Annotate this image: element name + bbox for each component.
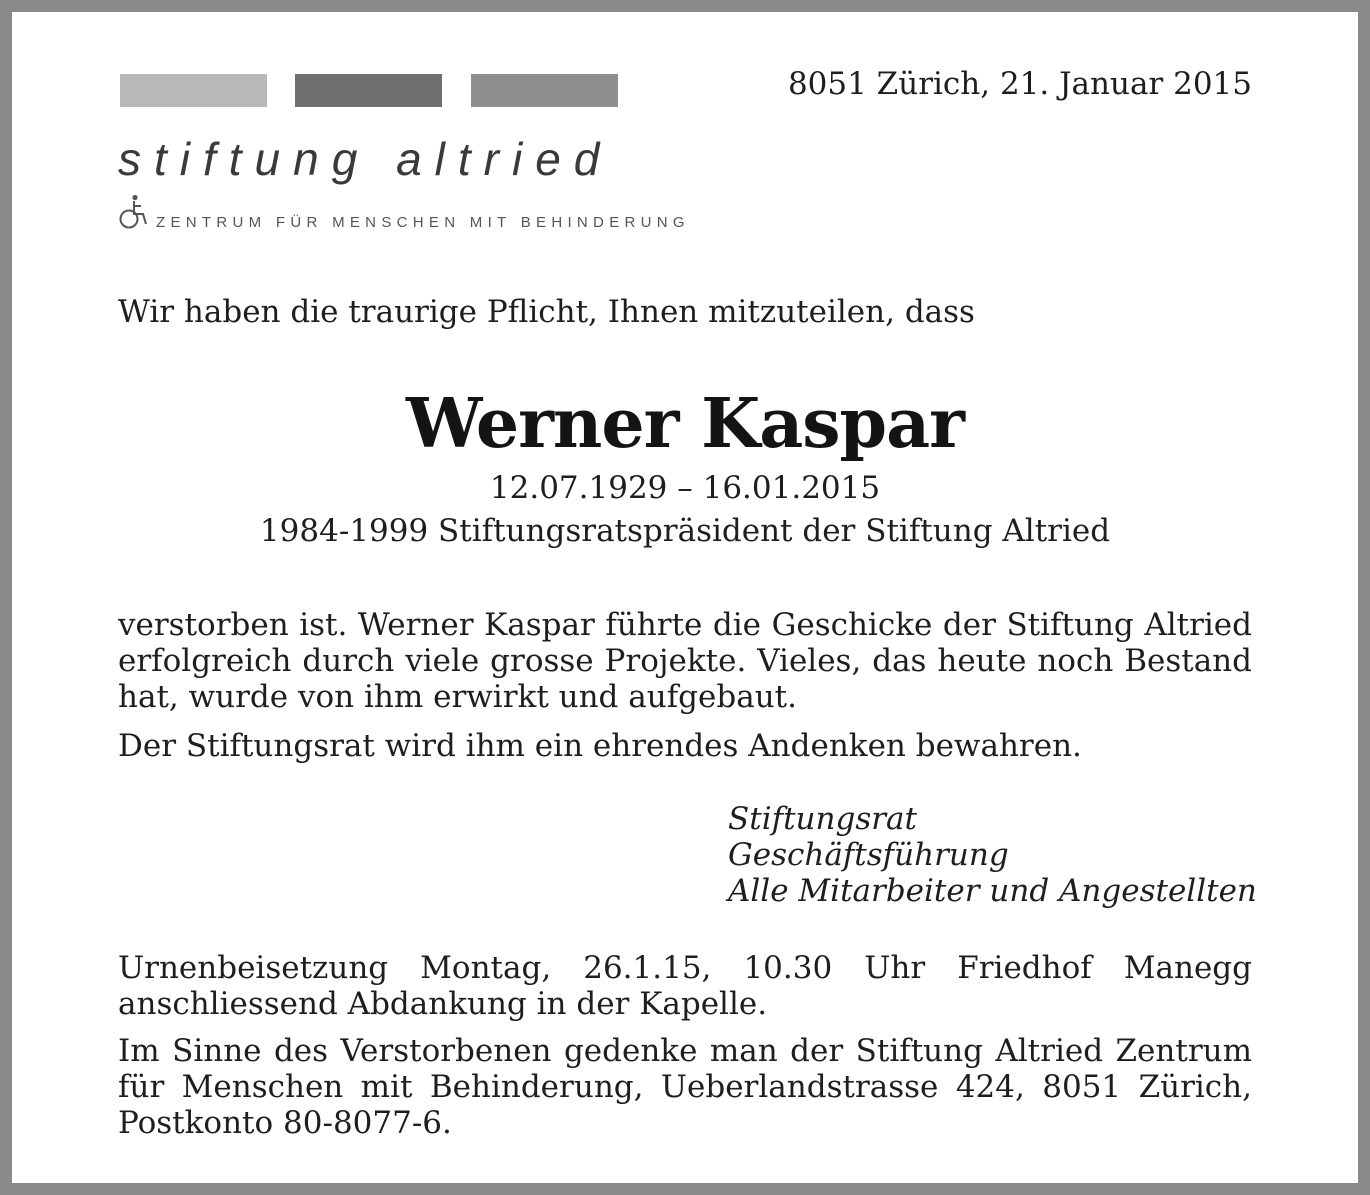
role-line: 1984-1999 Stiftungsratspräsident der Stiftung Altried <box>259 513 1111 549</box>
logo-bar-dark <box>295 74 442 107</box>
memorial-paragraph: Im Sinne des Verstorbenen gedenke man der Stiftung Altried Zentrum für Menschen mit Behinderung, Ueberlandstrasse 424, 8051 Zürich, Postkonto 80-8077-6. <box>118 1033 1252 1141</box>
logo-bar-medium <box>471 74 618 107</box>
body-paragraph-1: verstorben ist. Werner Kaspar führte die Geschicke der Stiftung Altried erfolgreich durch viele grosse Projekte. Vieles, das heute noch Bestand hat, wurde von ihm erwirkt und aufgebaut. <box>118 607 1252 715</box>
signoff-line-2: Geschäftsführung <box>728 837 1009 873</box>
wheelchair-icon <box>118 194 150 230</box>
logo-bar-light <box>120 74 267 107</box>
intro-text: Wir haben die traurige Pflicht, Ihnen mitzuteilen, dass <box>118 294 975 330</box>
place-date: 8051 Zürich, 21. Januar 2015 <box>787 66 1252 102</box>
deceased-name: Werner Kaspar <box>406 384 964 464</box>
funeral-paragraph: Urnenbeisetzung Montag, 26.1.15, 10.30 Uhr Friedhof Manegg anschliessend Abdankung in der Kapelle. <box>118 950 1252 1022</box>
signoff-line-3: Alle Mitarbeiter und Angestellten <box>728 873 1257 909</box>
signoff-line-1: Stiftungsrat <box>728 801 917 837</box>
logo-subtitle: ZENTRUM FÜR MENSCHEN MIT BEHINDERUNG <box>156 214 690 231</box>
logo-wordmark: stiftung altried <box>118 133 613 185</box>
body-paragraph-2: Der Stiftungsrat wird ihm ein ehrendes Andenken bewahren. <box>118 728 1082 764</box>
signoff-block <box>728 801 1257 909</box>
life-dates: 12.07.1929 – 16.01.2015 <box>489 470 881 506</box>
